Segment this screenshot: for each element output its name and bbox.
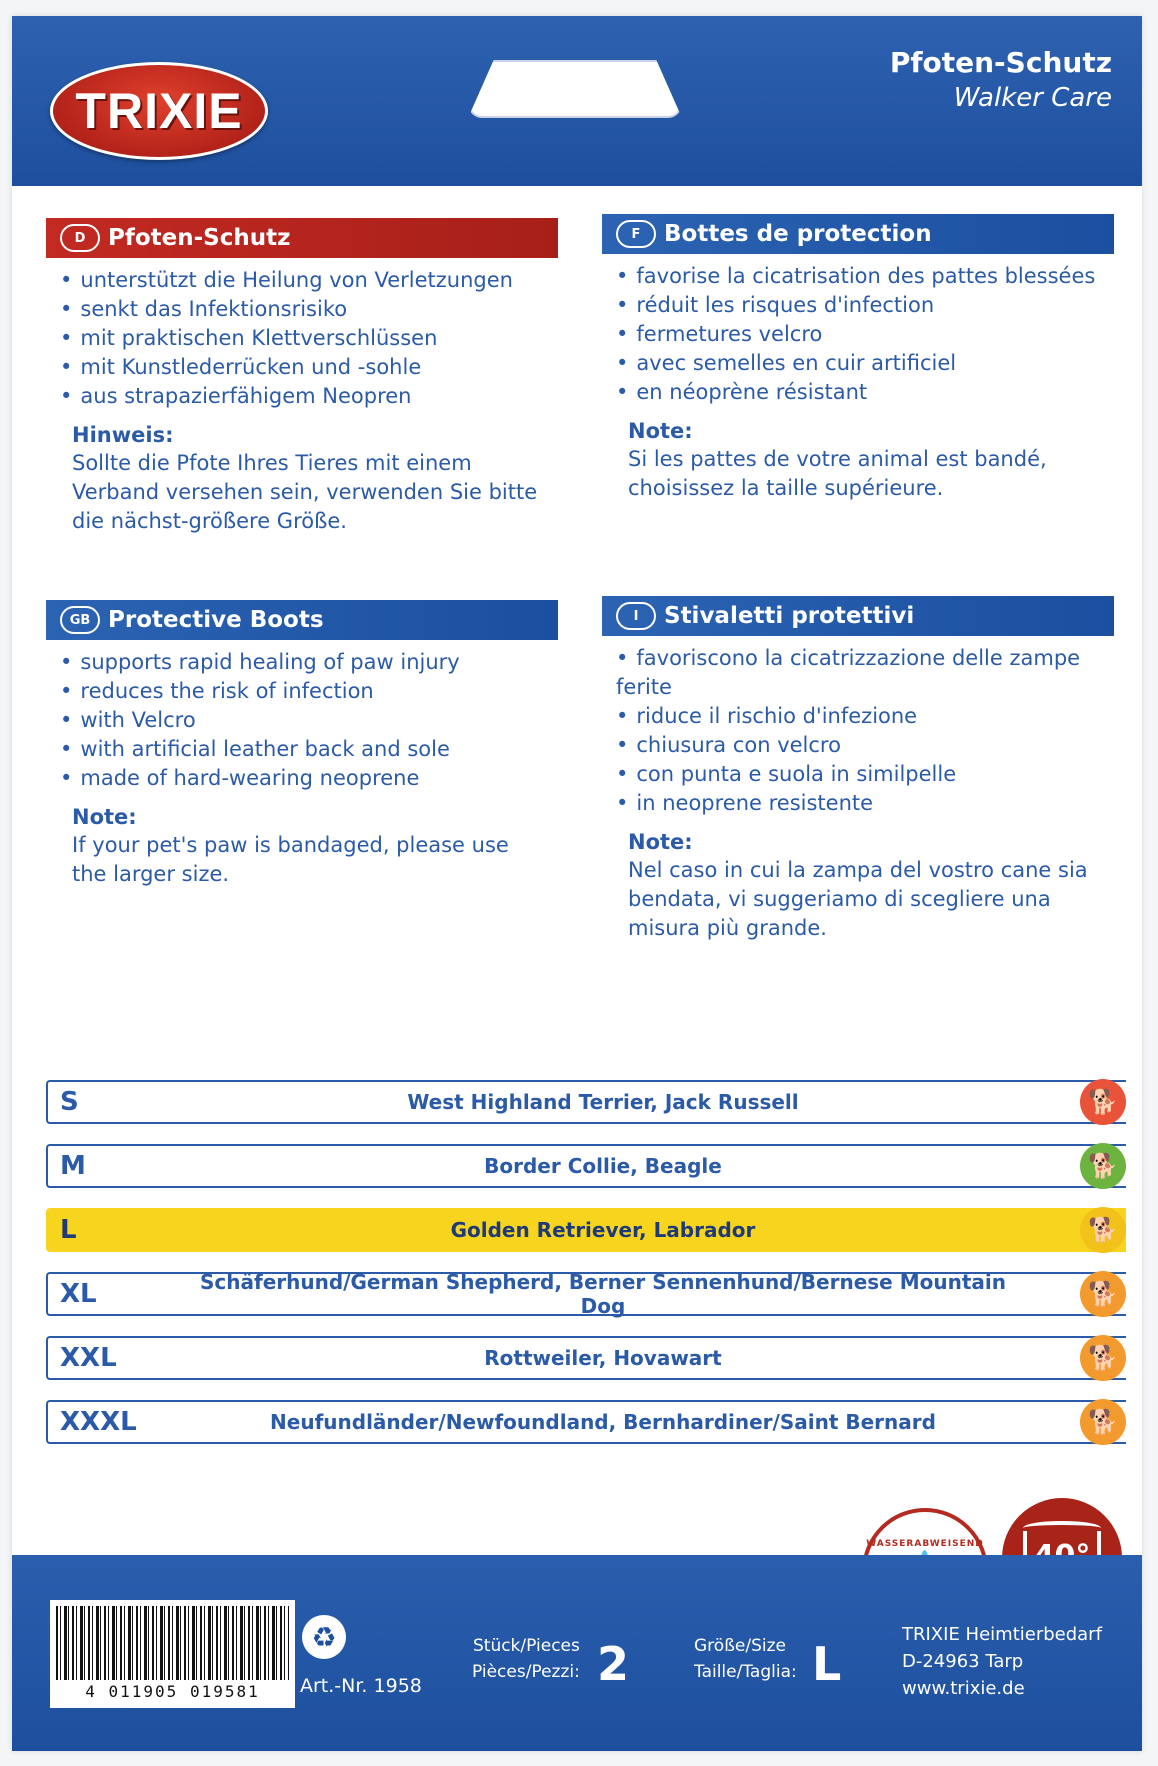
recycle-icon: ♻ [302,1615,346,1659]
feature-item: • senkt das Infektionsrisiko [60,295,558,324]
pieces-label-line2: Pièces/Pezzi: [472,1662,580,1682]
note-text: Nel caso in cui la zampa del vostro cane sia bendata, vi suggeriamo di scegliere una misura più grande. [628,858,1088,940]
product-title [890,46,1112,113]
packaging-card [12,16,1142,1751]
dog-icon: 🐕 [1080,1143,1126,1189]
feature-item: • unterstützt die Heilung von Verletzungen [60,266,558,295]
feature-list [602,262,1114,407]
size-code: XL [60,1279,97,1309]
feature-item: • in neoprene resistente [616,789,1114,818]
feature-item: • mit Kunstlederrücken und -sohle [60,353,558,382]
size-code: S [60,1087,79,1117]
size-breeds: West Highland Terrier, Jack Russell [407,1090,799,1114]
section-it [602,596,1114,943]
size-row-xl [46,1272,1126,1316]
size-breeds: Neufundländer/Newfoundland, Bernhardiner/Saint Bernard [270,1410,936,1434]
section-de [46,218,558,536]
size-row-xxxl [46,1400,1126,1444]
feature-item: • with artificial leather back and sole [60,735,558,764]
product-name: Pfoten-Schutz [889,46,1112,79]
size-code: M [60,1151,86,1181]
note-label: Note: [72,805,137,829]
feature-item: • favoriscono la cicatrizzazione delle zampe ferite [616,644,1114,702]
feature-item: • chiusura con velcro [616,731,1114,760]
barcode-digits: 4 011905 019581 [85,1682,260,1701]
header-band [12,16,1142,186]
section-header [602,214,1114,254]
note-label: Note: [628,419,693,443]
size-label-line2: Taille/Taglia: [694,1662,797,1682]
water-badge-top-text: WASSERABWEISEND [866,1539,984,1549]
dog-icon: 🐕 [1080,1399,1126,1445]
section-title: Bottes de protection [664,221,932,247]
dog-icon: 🐕 [1080,1079,1126,1125]
size-breeds: Golden Retriever, Labrador [450,1218,756,1242]
size-table [46,1080,1126,1464]
feature-item: • con punta e suola in similpelle [616,760,1114,789]
pieces-value: 2 [597,1637,630,1691]
barcode-bars [56,1606,289,1680]
section-title: Protective Boots [108,607,324,633]
feature-list [46,648,558,793]
dog-icon: 🐕 [1080,1335,1126,1381]
section-header [46,600,558,640]
language-badge: D [60,224,100,252]
pieces-label [472,1633,580,1685]
section-title: Stivaletti protettivi [664,603,915,629]
footer-band [12,1555,1142,1751]
feature-item: • made of hard-wearing neoprene [60,764,558,793]
language-badge: F [616,220,656,248]
feature-item: • favorise la cicatrisation des pattes blessées [616,262,1114,291]
logo-text: TRIXIE [75,83,243,139]
feature-item: • mit praktischen Klettverschlüssen [60,324,558,353]
size-code: L [60,1215,77,1245]
pieces-label-line1: Stück/Pieces [472,1636,580,1656]
company-website: www.trixie.de [902,1678,1025,1699]
section-header [602,596,1114,636]
size-row-l [46,1208,1126,1252]
size-code: XXXL [60,1407,137,1437]
feature-item: • en néoprène résistant [616,378,1114,407]
note-text: If your pet's paw is bandaged, please use the larger size. [72,833,509,886]
dog-icon: 🐕 [1080,1271,1126,1317]
feature-item: • réduit les risques d'infection [616,291,1114,320]
company-location: D-24963 Tarp [902,1651,1024,1672]
size-code: XXL [60,1343,117,1373]
barcode [50,1600,295,1708]
hang-hole [468,60,682,118]
size-row-m [46,1144,1126,1188]
note-text: Sollte die Pfote Ihres Tieres mit einem Verband versehen sein, verwenden Sie bitte die nächst-größere Größe. [72,451,538,533]
section-header [46,218,558,258]
company-address [902,1621,1102,1702]
product-subtitle: Walker Care [953,83,1112,113]
feature-item: • supports rapid healing of paw injury [60,648,558,677]
note-label: Note: [628,830,693,854]
feature-item: • reduces the risk of infection [60,677,558,706]
size-breeds: Border Collie, Beagle [484,1154,722,1178]
company-name: TRIXIE Heimtierbedarf [902,1624,1102,1645]
feature-list [46,266,558,411]
size-label [694,1633,797,1685]
section-gb [46,600,558,889]
language-badge: GB [60,606,100,634]
note-label: Hinweis: [72,423,174,447]
section-fr [602,214,1114,503]
size-label-line1: Größe/Size [694,1636,786,1656]
size-value: L [812,1637,842,1691]
feature-item: • avec semelles en cuir artificiel [616,349,1114,378]
feature-item: • riduce il rischio d'infezione [616,702,1114,731]
section-title: Pfoten-Schutz [108,225,291,251]
size-row-s [46,1080,1126,1124]
trixie-logo [50,62,268,160]
note-text: Si les pattes de votre animal est bandé, choisissez la taille supérieure. [628,447,1047,500]
size-row-xxl [46,1336,1126,1380]
language-badge: I [616,602,656,630]
feature-list [602,644,1114,818]
feature-item: • with Velcro [60,706,558,735]
size-breeds: Rottweiler, Hovawart [484,1346,722,1370]
feature-item: • aus strapazierfähigem Neopren [60,382,558,411]
article-number: Art.-Nr. 1958 [300,1675,422,1697]
size-breeds: Schäferhund/German Shepherd, Berner Sennenhund/Bernese Mountain Dog [200,1270,1006,1318]
feature-item: • fermetures velcro [616,320,1114,349]
dog-icon: 🐕 [1080,1207,1126,1253]
